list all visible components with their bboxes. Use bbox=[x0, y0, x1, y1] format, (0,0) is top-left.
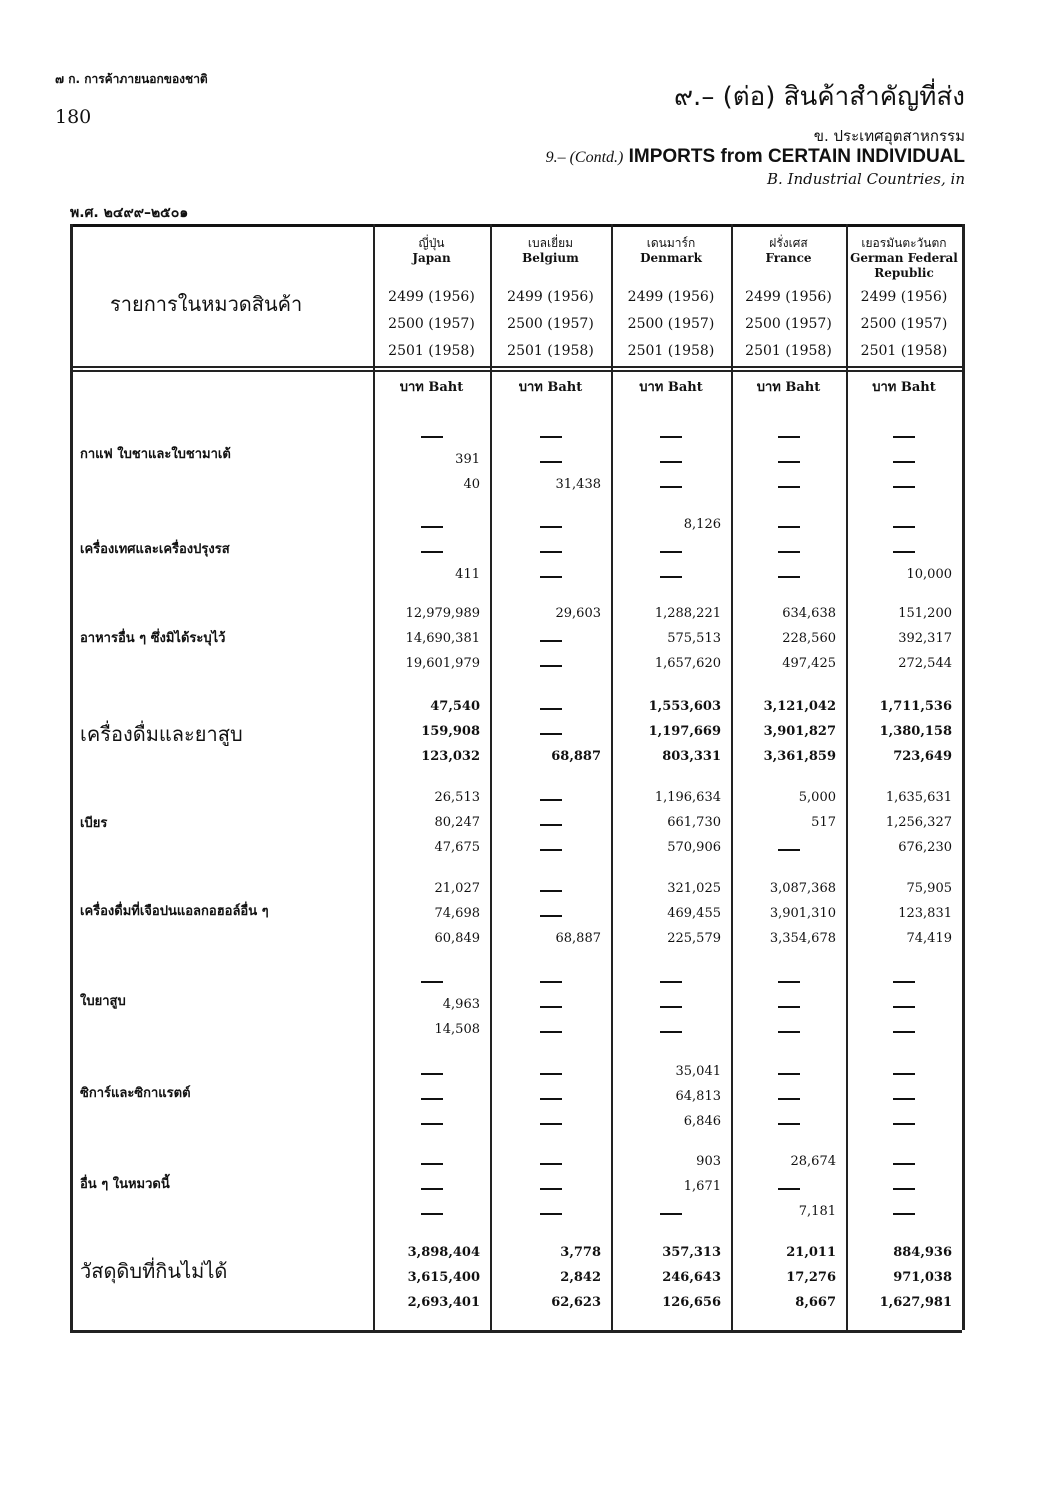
table-cell-value: 28,674 bbox=[790, 1154, 836, 1169]
table-cell-value: 575,513 bbox=[667, 631, 721, 646]
empty-cell-dash bbox=[893, 1188, 915, 1190]
empty-cell-dash bbox=[540, 1188, 562, 1190]
table-cell-value: 123,032 bbox=[421, 749, 480, 764]
table-cell-value: 1,196,634 bbox=[654, 790, 721, 805]
empty-cell-dash bbox=[893, 1163, 915, 1165]
table-cell-value: 123,831 bbox=[898, 906, 952, 921]
year-label: 2500 (1957) bbox=[745, 316, 832, 332]
empty-cell-dash bbox=[660, 486, 682, 488]
table-cell-value: 68,887 bbox=[555, 931, 601, 946]
table-cell-value: 64,813 bbox=[675, 1089, 721, 1104]
empty-cell-dash bbox=[540, 849, 562, 851]
empty-cell-dash bbox=[893, 1213, 915, 1215]
table-cell-value: 469,455 bbox=[667, 906, 721, 921]
table-cell-value: 80,247 bbox=[434, 815, 480, 830]
table-cell-value: 26,513 bbox=[434, 790, 480, 805]
row-category-label: เครื่องดื่มและยาสูบ bbox=[80, 722, 243, 746]
empty-cell-dash bbox=[778, 849, 800, 851]
page-number: 180 bbox=[55, 106, 92, 128]
empty-cell-dash bbox=[660, 1031, 682, 1033]
table-cell-value: 21,027 bbox=[434, 881, 480, 896]
table-cell-value: 74,698 bbox=[434, 906, 480, 921]
empty-cell-dash bbox=[540, 981, 562, 983]
table-cell-value: 634,638 bbox=[782, 606, 836, 621]
table-cell-value: 14,690,381 bbox=[405, 631, 480, 646]
table-cell-value: 3,087,368 bbox=[769, 881, 836, 896]
country-header bbox=[490, 236, 611, 266]
empty-cell-dash bbox=[893, 1006, 915, 1008]
table-cell-value: 1,671 bbox=[683, 1179, 721, 1194]
year-label: 2499 (1956) bbox=[388, 289, 475, 305]
country-name-thai: ฝรั่งเศส bbox=[769, 236, 808, 250]
country-header bbox=[611, 236, 731, 266]
page-title-thai: ๙.– (ต่อ) สินค้าสำคัญที่ส่ง bbox=[674, 82, 965, 112]
empty-cell-dash bbox=[893, 486, 915, 488]
table-cell-value: 971,038 bbox=[893, 1270, 952, 1285]
empty-cell-dash bbox=[893, 1073, 915, 1075]
empty-cell-dash bbox=[421, 1098, 443, 1100]
table-cell-value: 10,000 bbox=[906, 567, 952, 582]
table-top-border bbox=[70, 224, 962, 227]
table-cell-value: 411 bbox=[455, 567, 480, 582]
year-label: 2501 (1958) bbox=[860, 343, 948, 359]
table-cell-value: 321,025 bbox=[667, 881, 721, 896]
table-cell-value: 68,887 bbox=[551, 749, 601, 764]
empty-cell-dash bbox=[421, 526, 443, 528]
table-cell-value: 3,361,859 bbox=[763, 749, 836, 764]
table-cell-value: 391 bbox=[455, 452, 480, 467]
unit-label: บาท Baht bbox=[756, 380, 821, 395]
country-name-thai: เบลเยี่ยม bbox=[527, 236, 574, 250]
table-cell-value: 12,979,989 bbox=[405, 606, 480, 621]
table-cell-value: 31,438 bbox=[555, 477, 601, 492]
year-label: 2500 (1957) bbox=[507, 316, 594, 332]
empty-cell-dash bbox=[778, 1188, 800, 1190]
table-cell-value: 151,200 bbox=[898, 606, 952, 621]
empty-cell-dash bbox=[421, 981, 443, 983]
table-cell-value: 517 bbox=[811, 815, 836, 830]
country-name-thai: เดนมาร์ก bbox=[646, 236, 696, 250]
table-cell-value: 1,553,603 bbox=[648, 699, 721, 714]
row-category-label: อาหารอื่น ๆ ซึ่งมิได้ระบุไว้ bbox=[80, 631, 226, 646]
unit-label: บาท Baht bbox=[518, 380, 583, 395]
row-header-label: รายการในหมวดสินค้า bbox=[110, 292, 303, 316]
empty-cell-dash bbox=[540, 436, 562, 438]
table-cell-value: 62,623 bbox=[551, 1295, 601, 1310]
title-prefix: 9.– (Contd.) bbox=[545, 149, 624, 166]
row-category-label: เบียร bbox=[80, 816, 108, 831]
country-name-english: Denmark bbox=[640, 251, 702, 265]
row-category-label: วัสดุดิบที่กินไม่ได้ bbox=[80, 1259, 228, 1283]
table-cell-value: 3,121,042 bbox=[763, 699, 836, 714]
empty-cell-dash bbox=[540, 576, 562, 578]
unit-label: บาท Baht bbox=[639, 380, 703, 395]
empty-cell-dash bbox=[540, 1006, 562, 1008]
country-header bbox=[373, 236, 490, 266]
table-cell-value: 497,425 bbox=[782, 656, 836, 671]
table-cell-value: 1,657,620 bbox=[654, 656, 721, 671]
row-category-label: เครื่องเทศและเครื่องปรุงรส bbox=[80, 542, 230, 557]
empty-cell-dash bbox=[540, 551, 562, 553]
empty-cell-dash bbox=[778, 576, 800, 578]
table-cell-value: 8,126 bbox=[683, 517, 721, 532]
table-cell-value: 723,649 bbox=[893, 749, 952, 764]
row-category-label: กาแฟ ใบชาและใบชามาเต้ bbox=[80, 447, 231, 462]
empty-cell-dash bbox=[893, 526, 915, 528]
empty-cell-dash bbox=[660, 461, 682, 463]
table-cell-value: 4,963 bbox=[442, 997, 480, 1012]
table-cell-value: 2,693,401 bbox=[407, 1295, 480, 1310]
empty-cell-dash bbox=[421, 1123, 443, 1125]
table-cell-value: 225,579 bbox=[667, 931, 721, 946]
year-label: 2501 (1958) bbox=[627, 343, 715, 359]
table-cell-value: 75,905 bbox=[906, 881, 952, 896]
table-cell-value: 228,560 bbox=[782, 631, 836, 646]
empty-cell-dash bbox=[421, 1188, 443, 1190]
empty-cell-dash bbox=[893, 1123, 915, 1125]
table-cell-value: 21,011 bbox=[786, 1245, 836, 1260]
empty-cell-dash bbox=[778, 526, 800, 528]
empty-cell-dash bbox=[778, 1098, 800, 1100]
table-cell-value: 2,842 bbox=[560, 1270, 601, 1285]
empty-cell-dash bbox=[540, 733, 562, 735]
year-label: 2499 (1956) bbox=[860, 289, 948, 305]
table-cell-value: 14,508 bbox=[434, 1022, 480, 1037]
table-cell-value: 159,908 bbox=[421, 724, 480, 739]
subtitle-english: B. Industrial Countries, in bbox=[766, 170, 965, 188]
title-main: IMPORTS from CERTAIN INDIVIDUAL bbox=[628, 146, 965, 167]
empty-cell-dash bbox=[540, 799, 562, 801]
year-label: 2500 (1957) bbox=[627, 316, 715, 332]
empty-cell-dash bbox=[540, 640, 562, 642]
page-title-english bbox=[546, 146, 965, 168]
empty-cell-dash bbox=[778, 1073, 800, 1075]
table-cell-value: 3,901,827 bbox=[763, 724, 836, 739]
country-name-thai: ญี่ปุ่น bbox=[418, 236, 445, 250]
row-category-label: เครื่องดื่มที่เจือปนแอลกอฮอล์อื่น ๆ bbox=[80, 904, 269, 919]
table-cell-value: 1,711,536 bbox=[879, 699, 952, 714]
table-cell-value: 1,197,669 bbox=[648, 724, 721, 739]
empty-cell-dash bbox=[778, 1123, 800, 1125]
table-cell-value: 126,656 bbox=[662, 1295, 721, 1310]
empty-cell-dash bbox=[778, 551, 800, 553]
year-label: 2501 (1958) bbox=[388, 343, 475, 359]
empty-cell-dash bbox=[660, 1213, 682, 1215]
empty-cell-dash bbox=[421, 1213, 443, 1215]
table-cell-value: 6,846 bbox=[683, 1114, 721, 1129]
country-name-english: German Federal Republic bbox=[850, 251, 958, 280]
row-category-label: ซิการ์และซิกาแรตต์ bbox=[80, 1086, 191, 1101]
empty-cell-dash bbox=[660, 1006, 682, 1008]
table-cell-value: 1,635,631 bbox=[885, 790, 952, 805]
empty-cell-dash bbox=[540, 665, 562, 667]
table-cell-value: 1,256,327 bbox=[885, 815, 952, 830]
table-cell-value: 35,041 bbox=[675, 1064, 721, 1079]
country-name-english: Belgium bbox=[522, 251, 579, 265]
table-cell-value: 3,354,678 bbox=[769, 931, 836, 946]
empty-cell-dash bbox=[778, 1031, 800, 1033]
year-label: 2499 (1956) bbox=[507, 289, 594, 305]
header-rule bbox=[70, 366, 962, 368]
year-label: 2501 (1958) bbox=[745, 343, 832, 359]
empty-cell-dash bbox=[893, 461, 915, 463]
row-category-label: ใบยาสูบ bbox=[80, 994, 126, 1009]
empty-cell-dash bbox=[421, 551, 443, 553]
empty-cell-dash bbox=[540, 708, 562, 710]
empty-cell-dash bbox=[778, 486, 800, 488]
empty-cell-dash bbox=[540, 915, 562, 917]
empty-cell-dash bbox=[540, 1073, 562, 1075]
table-column-rule bbox=[70, 224, 73, 1330]
empty-cell-dash bbox=[421, 436, 443, 438]
empty-cell-dash bbox=[421, 1073, 443, 1075]
year-label: 2499 (1956) bbox=[745, 289, 832, 305]
table-cell-value: 903 bbox=[696, 1154, 721, 1169]
empty-cell-dash bbox=[660, 576, 682, 578]
table-cell-value: 1,380,158 bbox=[879, 724, 952, 739]
empty-cell-dash bbox=[540, 824, 562, 826]
table-cell-value: 246,643 bbox=[662, 1270, 721, 1285]
table-bottom-border bbox=[70, 1330, 962, 1333]
table-cell-value: 29,603 bbox=[555, 606, 601, 621]
empty-cell-dash bbox=[540, 1031, 562, 1033]
country-name-english: France bbox=[765, 251, 812, 265]
year-label: 2500 (1957) bbox=[388, 316, 475, 332]
row-category-label: อื่น ๆ ในหมวดนี้ bbox=[80, 1177, 170, 1192]
table-cell-value: 3,901,310 bbox=[769, 906, 836, 921]
empty-cell-dash bbox=[660, 981, 682, 983]
table-cell-value: 5,000 bbox=[798, 790, 836, 805]
table-cell-value: 884,936 bbox=[893, 1245, 952, 1260]
table-cell-value: 60,849 bbox=[434, 931, 480, 946]
empty-cell-dash bbox=[540, 526, 562, 528]
year-label: 2499 (1956) bbox=[627, 289, 715, 305]
year-label: 2501 (1958) bbox=[507, 343, 594, 359]
table-cell-value: 47,540 bbox=[430, 699, 480, 714]
empty-cell-dash bbox=[893, 551, 915, 553]
empty-cell-dash bbox=[778, 461, 800, 463]
country-name-thai: เยอรมันตะวันตก bbox=[861, 236, 947, 250]
table-cell-value: 3,898,404 bbox=[407, 1245, 480, 1260]
table-cell-value: 3,778 bbox=[560, 1245, 601, 1260]
table-cell-value: 19,601,979 bbox=[405, 656, 480, 671]
table-cell-value: 8,667 bbox=[795, 1295, 836, 1310]
empty-cell-dash bbox=[421, 1163, 443, 1165]
empty-cell-dash bbox=[778, 436, 800, 438]
table-cell-value: 1,627,981 bbox=[879, 1295, 952, 1310]
empty-cell-dash bbox=[540, 1098, 562, 1100]
empty-cell-dash bbox=[540, 1123, 562, 1125]
empty-cell-dash bbox=[660, 436, 682, 438]
header-rule bbox=[70, 370, 962, 372]
empty-cell-dash bbox=[893, 436, 915, 438]
empty-cell-dash bbox=[893, 981, 915, 983]
empty-cell-dash bbox=[778, 1006, 800, 1008]
subtitle-thai: ข. ประเทศอุตสาหกรรม bbox=[813, 127, 965, 145]
empty-cell-dash bbox=[540, 890, 562, 892]
year-range: พ.ศ. ๒๔๙๙–๒๕๐๑ bbox=[70, 205, 189, 221]
empty-cell-dash bbox=[893, 1031, 915, 1033]
table-column-rule bbox=[962, 224, 965, 1330]
table-cell-value: 392,317 bbox=[898, 631, 952, 646]
table-cell-value: 1,288,221 bbox=[654, 606, 721, 621]
empty-cell-dash bbox=[660, 551, 682, 553]
table-cell-value: 357,313 bbox=[662, 1245, 721, 1260]
table-cell-value: 3,615,400 bbox=[407, 1270, 480, 1285]
table-cell-value: 803,331 bbox=[662, 749, 721, 764]
empty-cell-dash bbox=[893, 1098, 915, 1100]
empty-cell-dash bbox=[778, 981, 800, 983]
country-name-english: Japan bbox=[412, 251, 451, 265]
empty-cell-dash bbox=[540, 461, 562, 463]
table-cell-value: 40 bbox=[463, 477, 480, 492]
empty-cell-dash bbox=[540, 1163, 562, 1165]
country-header bbox=[846, 236, 962, 281]
table-cell-value: 7,181 bbox=[798, 1204, 836, 1219]
table-cell-value: 272,544 bbox=[898, 656, 952, 671]
unit-label: บาท Baht bbox=[399, 380, 464, 395]
table-cell-value: 74,419 bbox=[906, 931, 952, 946]
empty-cell-dash bbox=[540, 1213, 562, 1215]
section-heading: ๗ ก. การค้าภายนอกของชาติ bbox=[55, 72, 208, 86]
table-cell-value: 47,675 bbox=[434, 840, 480, 855]
country-header bbox=[731, 236, 846, 266]
table-cell-value: 661,730 bbox=[667, 815, 721, 830]
table-cell-value: 676,230 bbox=[898, 840, 952, 855]
unit-label: บาท Baht bbox=[872, 380, 936, 395]
year-label: 2500 (1957) bbox=[860, 316, 948, 332]
table-cell-value: 570,906 bbox=[667, 840, 721, 855]
table-cell-value: 17,276 bbox=[786, 1270, 836, 1285]
